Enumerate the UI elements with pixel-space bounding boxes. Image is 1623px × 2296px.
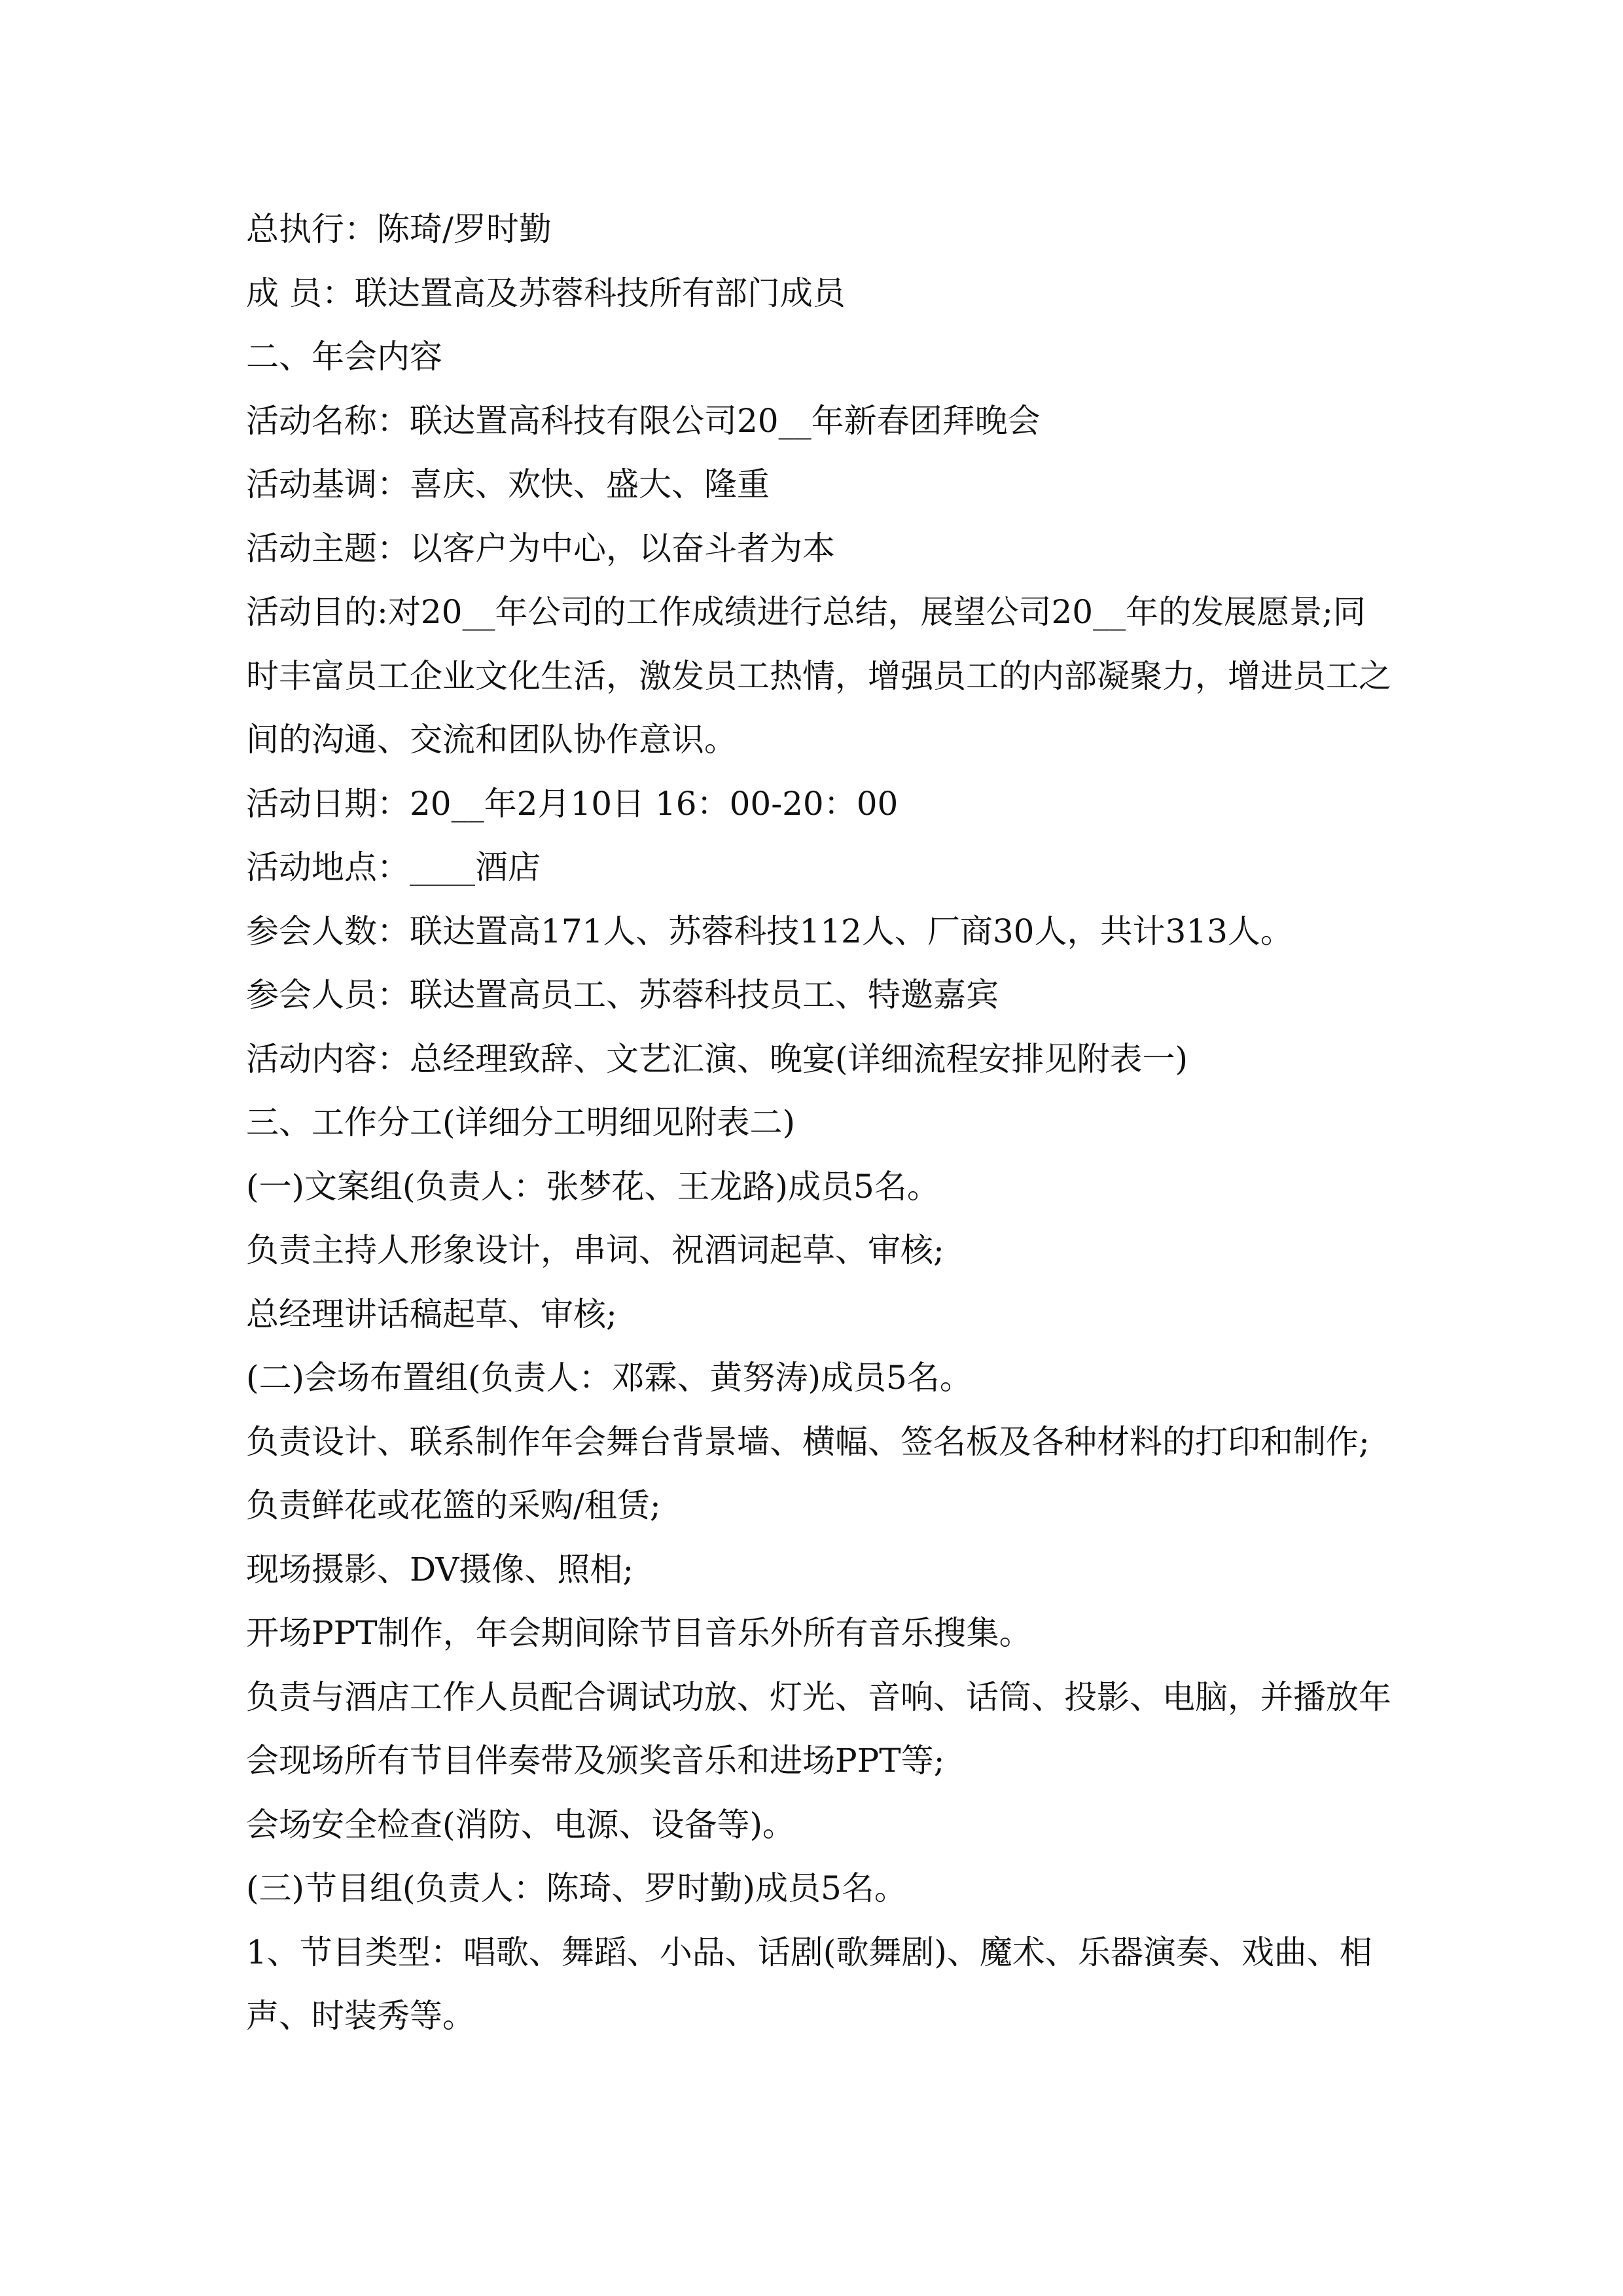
paragraph-line: 负责与酒店工作人员配合调试功放、灯光、音响、话筒、投影、电脑，并播放年 bbox=[246, 1677, 1391, 1716]
paragraph-line: 时丰富员工企业文化生活，激发员工热情，增强员工的内部凝聚力，增进员工之 bbox=[246, 656, 1391, 695]
activity-location-line: 活动地点：____酒店 bbox=[246, 848, 541, 886]
paragraph-line: 活动目的:对20__年公司的工作成绩进行总结，展望公司20__年的发展愿景;同 bbox=[246, 593, 1366, 631]
equipment-paragraph bbox=[246, 1666, 1391, 1793]
copywriting-group-line: (一)文案组(负责人：张梦花、王龙路)成员5名。 bbox=[246, 1167, 940, 1206]
task-line: 开场PPT制作，年会期间除节目音乐外所有音乐搜集。 bbox=[246, 1614, 1032, 1652]
task-line: 负责主持人形象设计，串词、祝酒词起草、审核; bbox=[246, 1231, 944, 1269]
paragraph-line: 会现场所有节目伴奏带及颁奖音乐和进场PPT等; bbox=[246, 1742, 945, 1780]
members-line: 成 员：联达置高及苏蓉科技所有部门成员 bbox=[246, 274, 846, 312]
task-line: 负责设计、联系制作年会舞台背景墙、横幅、签名板及各种材料的打印和制作; bbox=[246, 1422, 1370, 1461]
safety-check-line: 会场安全检查(消防、电源、设备等)。 bbox=[246, 1805, 796, 1844]
section-heading-work-division: 三、工作分工(详细分工明细见附表二) bbox=[246, 1103, 796, 1141]
paragraph-line: 声、时装秀等。 bbox=[246, 1997, 475, 2035]
attendees-line: 参会人员：联达置高员工、苏蓉科技员工、特邀嘉宾 bbox=[246, 976, 999, 1014]
activity-date-line: 活动日期：20__年2月10日 16：00-20：00 bbox=[246, 784, 899, 823]
document-body bbox=[246, 198, 1391, 2049]
activity-theme-line: 活动主题：以客户为中心，以奋斗者为本 bbox=[246, 529, 835, 567]
venue-group-line: (二)会场布置组(负责人：邓霖、黄努涛)成员5名。 bbox=[246, 1359, 972, 1397]
task-line: 现场摄影、DV摄像、照相; bbox=[246, 1550, 634, 1588]
task-line: 负责鲜花或花篮的采购/租赁; bbox=[246, 1486, 661, 1524]
paragraph-line: 间的沟通、交流和团队协作意识。 bbox=[246, 721, 737, 759]
task-line: 总经理讲话稿起草、审核; bbox=[246, 1295, 617, 1333]
executive-line: 总执行：陈琦/罗时勤 bbox=[246, 210, 552, 248]
attendee-count-line: 参会人数：联达置高171人、苏蓉科技112人、厂商30人，共计313人。 bbox=[246, 912, 1293, 950]
paragraph-line: 1、节目类型：唱歌、舞蹈、小品、话剧(歌舞剧)、魔术、乐器演奏、戏曲、相 bbox=[246, 1933, 1372, 1971]
activity-name-line: 活动名称：联达置高科技有限公司20__年新春团拜晚会 bbox=[246, 401, 1041, 440]
program-group-line: (三)节目组(负责人：陈琦、罗时勤)成员5名。 bbox=[246, 1869, 907, 1907]
program-types-paragraph bbox=[246, 1921, 1378, 2049]
section-heading-annual-content: 二、年会内容 bbox=[246, 338, 442, 376]
activity-purpose-paragraph bbox=[246, 581, 1391, 772]
activity-content-line: 活动内容：总经理致辞、文艺汇演、晚宴(详细流程安排见附表一) bbox=[246, 1039, 1188, 1078]
activity-tone-line: 活动基调：喜庆、欢快、盛大、隆重 bbox=[246, 465, 770, 503]
